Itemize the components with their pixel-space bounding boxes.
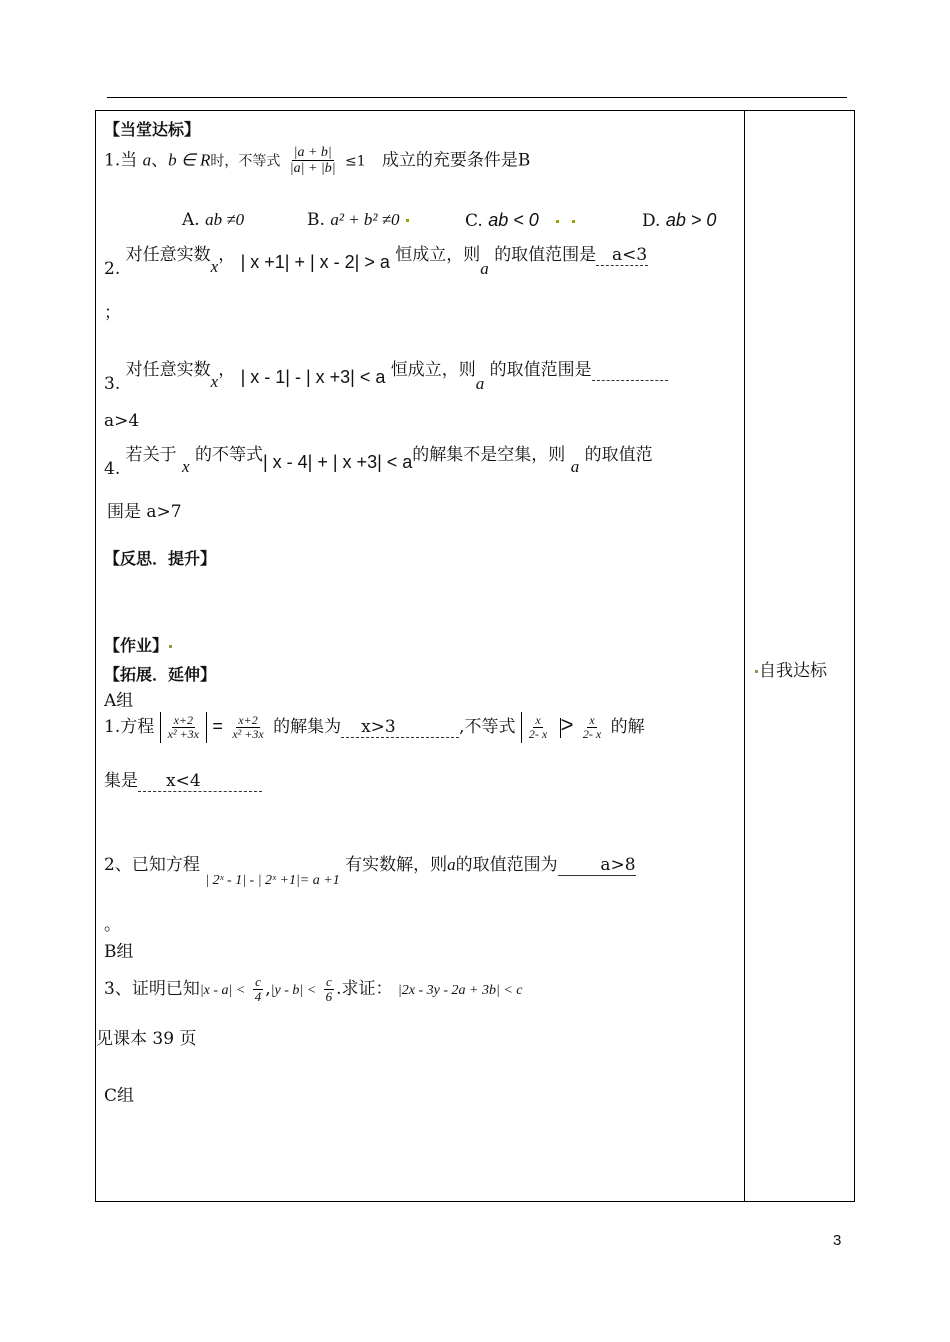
q1-frac-num: |a + b| [293, 145, 332, 160]
e1-answer2: x<4 [138, 771, 262, 792]
extension-1-line2 [104, 766, 262, 792]
q1-opt-d-label: D. [642, 211, 661, 231]
q4-var-a: a [570, 457, 580, 476]
e3-frac2 [324, 975, 335, 1005]
question-2 [104, 240, 648, 279]
extension-1 [104, 712, 645, 743]
q2-tail: ； [104, 303, 121, 323]
question-1 [104, 145, 530, 177]
marker-dot [755, 670, 758, 673]
q4-mid1: 的不等式 [195, 445, 263, 465]
e3-mid: .求证： [336, 979, 393, 999]
question-4 [104, 440, 653, 479]
question-3 [104, 355, 668, 394]
q3-comma: ， [218, 360, 236, 380]
e1-frac-r-den: x² +3x [232, 727, 264, 742]
e2-mid: 有实数解，则 [345, 855, 448, 875]
q1-option-c [465, 210, 576, 231]
section-header-homework [104, 633, 173, 656]
q3-mid: 恒成立，则 [390, 360, 476, 380]
homework-label: 【作业】 [104, 636, 169, 655]
e3-frac2-num: c [325, 973, 332, 989]
e3-pre: 3、证明已知 [104, 979, 200, 999]
q3-post: 的取值范围是 [489, 360, 592, 380]
e1-frac-den: x² +3x [167, 727, 199, 742]
e3-expr1: |x - a| < [199, 983, 246, 998]
q1-option-a [182, 210, 244, 230]
extension-2 [104, 850, 636, 888]
q2-comma: ， [218, 245, 236, 265]
q2-var-a: a [480, 259, 489, 278]
q1-number: 1. [104, 150, 121, 171]
q2-post: 的取值范围是 [494, 245, 597, 265]
q1-opt-d: ab > 0 [665, 210, 717, 230]
e3-frac1-num: c [255, 973, 261, 989]
q1-answer: B [517, 150, 531, 171]
q1-opt-b: a² + b² ≠0 [330, 210, 400, 229]
e2-expr: | 2ˣ - 1| - | 2ˣ +1|= a +1 [205, 873, 340, 888]
q3-expr: | x - 1| - | x +3| < a [240, 367, 386, 387]
q1-rel: ≤1 [345, 153, 366, 170]
e1-frac [166, 714, 201, 741]
e1-pre: 1.方程 [104, 717, 155, 738]
side-label [754, 656, 827, 681]
q3-pre: 对任意实数 [125, 360, 211, 380]
top-rule [107, 97, 847, 98]
q2-number: 2. [104, 259, 121, 279]
q3-answer-blank [592, 360, 668, 381]
q3-var: x [210, 372, 219, 391]
q1-when: 时，不等式 [210, 153, 281, 170]
q1-opt-a: ab ≠0 [205, 210, 245, 229]
marker-dot [572, 220, 575, 223]
e2-post: 的取值范围为 [455, 855, 558, 875]
e1-abs2 [521, 712, 554, 743]
q1-cond: b ∈ R [168, 150, 211, 170]
table-frame [95, 110, 855, 1202]
extension-3 [104, 974, 522, 1004]
group-a-label: A组 [104, 691, 134, 711]
page-number: 3 [833, 1232, 842, 1249]
q1-pre: 当 [120, 150, 138, 171]
section-header-reflect: 【反思．提升】 [104, 549, 217, 568]
q1-var-a: a [142, 150, 152, 170]
q1-option-d [642, 210, 716, 231]
marker-dot [169, 645, 172, 648]
e3-frac1-den: 4 [254, 989, 262, 1004]
q2-expr: | x +1| + | x - 2| > a [240, 252, 390, 272]
q4-pre: 若关于 [125, 445, 177, 465]
q1-opt-b-label: B. [307, 210, 325, 230]
q4-line2: 围是 a>7 [107, 502, 182, 522]
e1-eq: = [212, 716, 223, 737]
q1-option-b [307, 210, 410, 230]
q1-post: 成立的充要条件是 [381, 150, 518, 171]
q3-number: 3. [104, 374, 121, 394]
q4-var: x [182, 457, 190, 476]
q3-var-a: a [475, 374, 485, 393]
e1-frac3 [581, 714, 603, 741]
e3-frac2-den: 6 [325, 989, 333, 1004]
q4-number: 4. [104, 459, 121, 479]
e2-answer: a>8 [558, 855, 636, 876]
q2-var: x [210, 257, 219, 276]
e1-frac-r-num: x+2 [238, 713, 258, 727]
e1-frac3-num: x [589, 713, 595, 727]
q1-opt-c: ab < 0 [488, 210, 539, 230]
e1-post: 的解 [610, 717, 645, 738]
e1-mid: 的解集为 [273, 717, 342, 738]
e3-expr3: |2x - 3y - 2a + 3b| < c [397, 983, 523, 998]
e2-pre: 2、已知方程 [104, 855, 200, 875]
group-b-label: B组 [104, 942, 134, 962]
q1-frac-den: |a| + |b| [289, 161, 336, 177]
e1-frac-num: x+2 [173, 713, 194, 727]
e1-frac2-num: x [535, 713, 541, 727]
e1-frac2 [527, 714, 549, 741]
e1-frac3-den: 2- x [582, 727, 602, 742]
e1-mid2: ,不等式 [459, 717, 516, 738]
q1-fraction [288, 145, 338, 177]
q1-sep: 、 [151, 150, 169, 171]
q3-answer: a>4 [104, 411, 140, 431]
q1-opt-c-label: C. [465, 211, 483, 231]
q4-expr: | x - 4| + | x +3| < a [263, 452, 413, 472]
q2-answer: a<3 [596, 245, 648, 266]
q2-pre: 对任意实数 [125, 245, 211, 265]
e1-frac-r [230, 714, 265, 741]
e1-gt: > [560, 712, 574, 738]
section-header-dangtang: 【当堂达标】 [104, 120, 201, 139]
e2-var: a [447, 855, 456, 874]
q4-mid2: 的解集不是空集，则 [412, 445, 566, 465]
e1-frac2-den: 2- x [528, 727, 548, 742]
marker-dot [406, 219, 409, 222]
group-c-label: C组 [104, 1086, 135, 1106]
q4-post: 的取值范 [584, 445, 653, 465]
e3-expr2: |y - b| < [270, 983, 317, 998]
q2-mid: 恒成立，则 [395, 245, 481, 265]
e1-line2: 集是 [104, 771, 138, 791]
e3-note: 见课本 39 页 [96, 1029, 197, 1049]
section-header-extend: 【拓展．延伸】 [104, 665, 217, 684]
side-label-text: 自我达标 [759, 661, 827, 681]
e1-answer: x>3 [341, 717, 459, 738]
e2-tail: 。 [104, 915, 121, 935]
q1-opt-a-label: A. [182, 210, 200, 230]
e1-abs [160, 712, 207, 743]
e3-frac1 [253, 975, 264, 1005]
column-divider [744, 110, 745, 1202]
marker-dot [556, 220, 559, 223]
e3-comma: , [265, 979, 271, 999]
